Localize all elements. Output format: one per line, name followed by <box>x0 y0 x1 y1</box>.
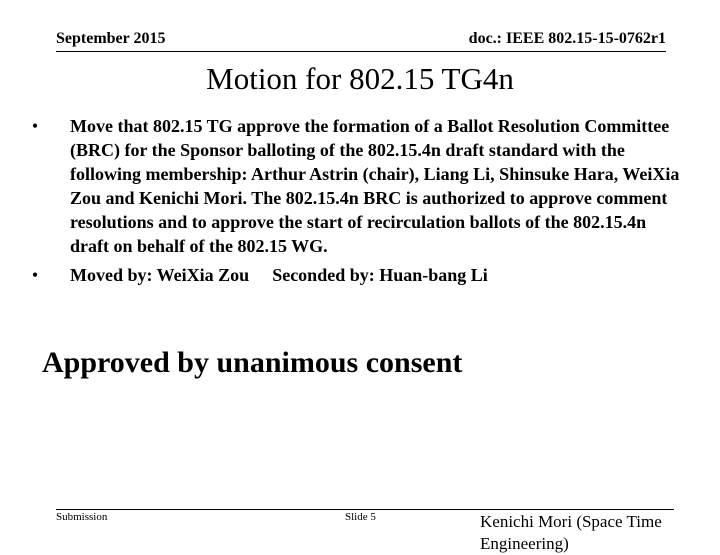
header-divider <box>56 51 666 52</box>
motion-text: Move that 802.15 TG approve the formation of a Ballot Resolution Committee (BRC) for the Sponsor balloting of the 802.15.4n draft standard with the following membership: Arthur Astrin (chair), Liang Li, Shinsuke Hara, WeiXia Zou and Kenichi Mori. The 802.15.4n BRC is authorized to approve comment resolutions and to approve the start of recirculation ballots of the 802.15.4n draft on behalf of the 802.15 WG. <box>70 116 680 256</box>
bullet-icon: • <box>31 265 39 285</box>
moved-by-text: Moved by: WeiXia Zou <box>70 265 250 285</box>
motion-result: Approved by unanimous consent <box>42 346 463 379</box>
footer-author: Kenichi Mori (Space Time Engineering) <box>480 512 662 553</box>
bullet-item-movers <box>28 263 688 287</box>
footer-divider <box>56 509 674 510</box>
bullet-item-motion <box>28 114 688 258</box>
header-date: September 2015 <box>56 30 166 47</box>
header-doc-id: doc.: IEEE 802.15-15-0762r1 <box>468 30 666 47</box>
footer-slide-number: Slide 5 <box>345 511 376 523</box>
bullet-icon: • <box>31 116 39 136</box>
slide-title: Motion for 802.15 TG4n <box>206 61 514 96</box>
footer-submission: Submission <box>56 511 108 523</box>
seconded-by-text: Seconded by: Huan-bang Li <box>272 265 488 285</box>
bullet-list <box>28 114 688 287</box>
